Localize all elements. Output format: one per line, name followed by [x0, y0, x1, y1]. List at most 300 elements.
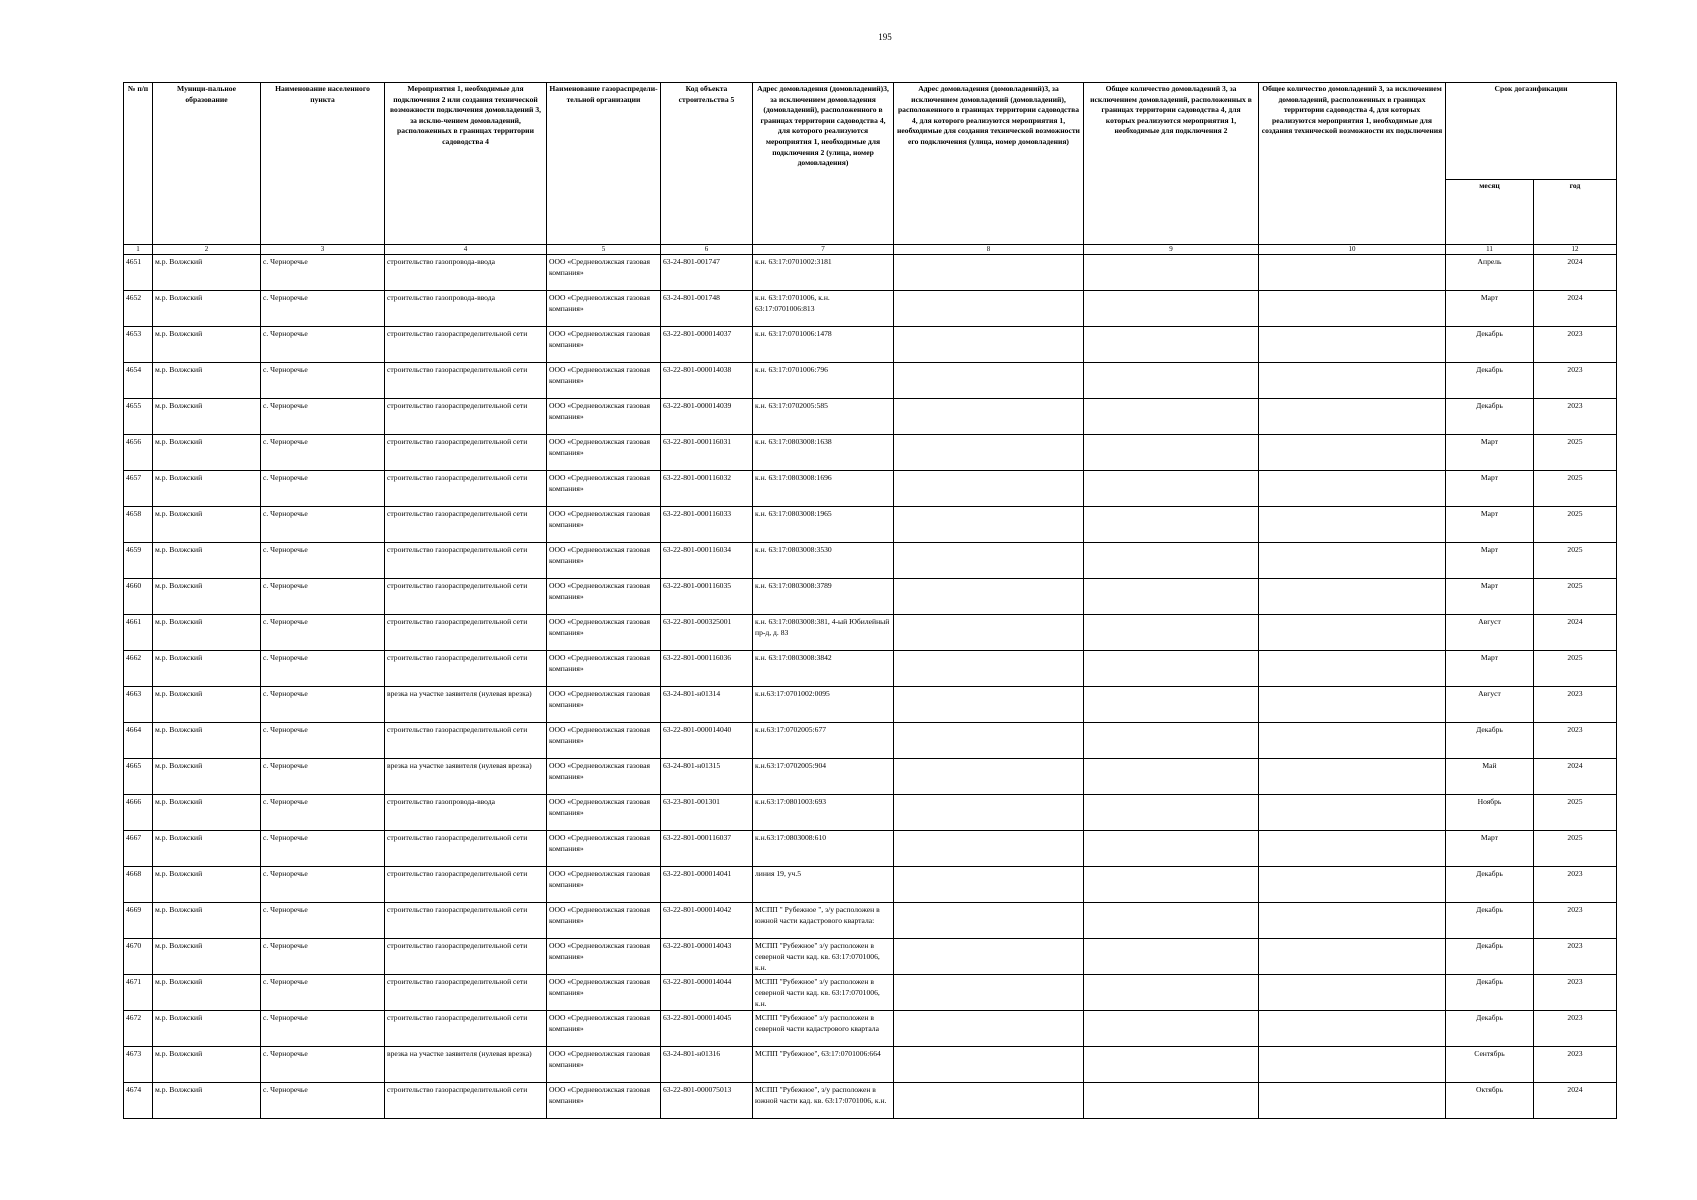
row-year: 2025	[1534, 471, 1617, 507]
row-object-code: 63-22-801-000014045	[661, 1011, 753, 1047]
header-year: год	[1534, 180, 1617, 245]
table-row	[124, 831, 1617, 867]
table-body	[124, 255, 1617, 1119]
row-year: 2024	[1534, 1083, 1617, 1119]
row-organization: ООО «Средневолжская газовая компания»	[547, 759, 661, 795]
row-month: Май	[1446, 759, 1534, 795]
row-month: Декабрь	[1446, 327, 1534, 363]
row-month: Сентябрь	[1446, 1047, 1534, 1083]
row-object-code: 63-22-801-000014041	[661, 867, 753, 903]
row-organization: ООО «Средневолжская газовая компания»	[547, 435, 661, 471]
row-settlement: с. Черноречье	[261, 867, 385, 903]
row-municipality: м.р. Волжский	[153, 1083, 261, 1119]
row-count-technical	[1259, 831, 1446, 867]
row-organization: ООО «Средневолжская газовая компания»	[547, 543, 661, 579]
row-organization: ООО «Средневолжская газовая компания»	[547, 471, 661, 507]
row-activity: строительство газораспределительной сети	[385, 939, 547, 975]
row-object-code: 63-24-801-001747	[661, 255, 753, 291]
row-address-technical	[894, 543, 1084, 579]
row-municipality: м.р. Волжский	[153, 903, 261, 939]
row-count-technical	[1259, 795, 1446, 831]
row-address-technical	[894, 291, 1084, 327]
table-row	[124, 651, 1617, 687]
row-settlement: с. Черноречье	[261, 1083, 385, 1119]
row-number: 4654	[124, 363, 153, 399]
header-number: № п/п	[124, 83, 153, 245]
row-object-code: 63-22-801-000325001	[661, 615, 753, 651]
row-object-code: 63-22-801-000014038	[661, 363, 753, 399]
row-address: к.н.63:17:0801003:693	[753, 795, 894, 831]
row-month: Декабрь	[1446, 903, 1534, 939]
row-year: 2023	[1534, 687, 1617, 723]
row-address-technical	[894, 867, 1084, 903]
row-month: Ноябрь	[1446, 795, 1534, 831]
row-address: к.н. 63:17:0803008:1638	[753, 435, 894, 471]
row-number: 4666	[124, 795, 153, 831]
row-settlement: с. Черноречье	[261, 651, 385, 687]
row-year: 2023	[1534, 723, 1617, 759]
row-activity: строительство газораспределительной сети	[385, 399, 547, 435]
row-settlement: с. Черноречье	[261, 363, 385, 399]
column-number: 1	[124, 245, 153, 255]
column-number: 9	[1084, 245, 1259, 255]
row-object-code: 63-24-801-001748	[661, 291, 753, 327]
row-count-connection	[1084, 291, 1259, 327]
row-object-code: 63-24-801-н01314	[661, 687, 753, 723]
column-number: 10	[1259, 245, 1446, 255]
row-address-technical	[894, 1011, 1084, 1047]
row-year: 2023	[1534, 399, 1617, 435]
row-settlement: с. Черноречье	[261, 1011, 385, 1047]
row-count-technical	[1259, 399, 1446, 435]
row-municipality: м.р. Волжский	[153, 723, 261, 759]
row-settlement: с. Черноречье	[261, 399, 385, 435]
header-count-connection: Общее количество домовладений 3, за исключением домовладений, расположенных в границах территории садоводства 4, для которых реализуются мероприятия 1, необходимые для подключения 2	[1084, 83, 1259, 245]
row-number: 4674	[124, 1083, 153, 1119]
row-count-connection	[1084, 507, 1259, 543]
row-object-code: 63-22-801-000014039	[661, 399, 753, 435]
row-municipality: м.р. Волжский	[153, 939, 261, 975]
row-year: 2024	[1534, 615, 1617, 651]
row-address-technical	[894, 363, 1084, 399]
row-settlement: с. Черноречье	[261, 291, 385, 327]
row-address: к.н.63:17:0803008:610	[753, 831, 894, 867]
row-count-technical	[1259, 543, 1446, 579]
row-address: к.н. 63:17:0701006:1478	[753, 327, 894, 363]
row-count-connection	[1084, 723, 1259, 759]
column-number: 11	[1446, 245, 1534, 255]
row-organization: ООО «Средневолжская газовая компания»	[547, 975, 661, 1011]
row-count-connection	[1084, 759, 1259, 795]
row-count-technical	[1259, 687, 1446, 723]
row-object-code: 63-22-801-000116034	[661, 543, 753, 579]
row-year: 2024	[1534, 255, 1617, 291]
row-number: 4661	[124, 615, 153, 651]
table-row	[124, 759, 1617, 795]
row-address: к.н. 63:17:0702005:585	[753, 399, 894, 435]
row-object-code: 63-22-801-000116033	[661, 507, 753, 543]
row-address-technical	[894, 687, 1084, 723]
row-year: 2025	[1534, 795, 1617, 831]
row-object-code: 63-24-801-н01316	[661, 1047, 753, 1083]
row-number: 4672	[124, 1011, 153, 1047]
row-number: 4659	[124, 543, 153, 579]
row-object-code: 63-22-801-000075013	[661, 1083, 753, 1119]
row-activity: строительство газораспределительной сети	[385, 1083, 547, 1119]
row-organization: ООО «Средневолжская газовая компания»	[547, 291, 661, 327]
row-count-technical	[1259, 1047, 1446, 1083]
row-number: 4673	[124, 1047, 153, 1083]
row-address: к.н. 63:17:0701006:796	[753, 363, 894, 399]
row-settlement: с. Черноречье	[261, 471, 385, 507]
table-row	[124, 579, 1617, 615]
row-count-technical	[1259, 291, 1446, 327]
row-activity: строительство газораспределительной сети	[385, 435, 547, 471]
row-activity: строительство газораспределительной сети	[385, 903, 547, 939]
row-count-connection	[1084, 1011, 1259, 1047]
row-municipality: м.р. Волжский	[153, 579, 261, 615]
row-object-code: 63-22-801-000014042	[661, 903, 753, 939]
row-organization: ООО «Средневолжская газовая компания»	[547, 363, 661, 399]
column-number: 2	[153, 245, 261, 255]
row-municipality: м.р. Волжский	[153, 507, 261, 543]
row-count-connection	[1084, 363, 1259, 399]
row-year: 2024	[1534, 291, 1617, 327]
row-address-technical	[894, 255, 1084, 291]
row-object-code: 63-22-801-000116035	[661, 579, 753, 615]
row-month: Август	[1446, 615, 1534, 651]
row-year: 2023	[1534, 975, 1617, 1011]
row-object-code: 63-22-801-000116037	[661, 831, 753, 867]
row-organization: ООО «Средневолжская газовая компания»	[547, 327, 661, 363]
row-address-technical	[894, 831, 1084, 867]
header-organization: Наименование газораспредели-тельной организации	[547, 83, 661, 245]
row-year: 2023	[1534, 1011, 1617, 1047]
row-settlement: с. Черноречье	[261, 327, 385, 363]
row-address: к.н. 63:17:0803008:3842	[753, 651, 894, 687]
gasification-table	[123, 82, 1617, 1119]
row-organization: ООО «Средневолжская газовая компания»	[547, 867, 661, 903]
row-municipality: м.р. Волжский	[153, 255, 261, 291]
table-row	[124, 363, 1617, 399]
row-address-technical	[894, 507, 1084, 543]
row-object-code: 63-22-801-000014037	[661, 327, 753, 363]
column-number: 7	[753, 245, 894, 255]
row-count-technical	[1259, 903, 1446, 939]
row-object-code: 63-23-801-001301	[661, 795, 753, 831]
row-settlement: с. Черноречье	[261, 1047, 385, 1083]
row-year: 2023	[1534, 939, 1617, 975]
row-activity: строительство газораспределительной сети	[385, 543, 547, 579]
row-municipality: м.р. Волжский	[153, 1047, 261, 1083]
row-address: МСПП "Рубежное" з/у расположен в северной части кад. кв. 63:17:0701006, к.н.	[753, 975, 894, 1011]
row-count-connection	[1084, 651, 1259, 687]
row-month: Декабрь	[1446, 867, 1534, 903]
row-activity: строительство газораспределительной сети	[385, 507, 547, 543]
header-address-connection: Адрес домовладения (домовладений)3, за исключением домовладения (домовладений), расположенного в границах территории садоводства 4, для которого реализуются мероприятия 1, необходимые для подключения 2 (улица, номер домовладения)	[753, 83, 894, 245]
row-organization: ООО «Средневолжская газовая компания»	[547, 687, 661, 723]
table-row	[124, 867, 1617, 903]
row-address-technical	[894, 327, 1084, 363]
row-address: к.н. 63:17:0803008:381, 4-ый Юбилейный пр-д, д. 83	[753, 615, 894, 651]
row-address-technical	[894, 651, 1084, 687]
table-row	[124, 687, 1617, 723]
table-row	[124, 1011, 1617, 1047]
table-row	[124, 543, 1617, 579]
table-row	[124, 291, 1617, 327]
row-count-technical	[1259, 939, 1446, 975]
row-year: 2025	[1534, 543, 1617, 579]
row-activity: строительство газораспределительной сети	[385, 651, 547, 687]
row-address-technical	[894, 1047, 1084, 1083]
row-address: линия 19, уч.5	[753, 867, 894, 903]
row-year: 2023	[1534, 363, 1617, 399]
row-municipality: м.р. Волжский	[153, 687, 261, 723]
column-number: 6	[661, 245, 753, 255]
row-address-technical	[894, 723, 1084, 759]
row-number: 4671	[124, 975, 153, 1011]
row-year: 2025	[1534, 507, 1617, 543]
row-month: Октябрь	[1446, 1083, 1534, 1119]
row-activity: врезка на участке заявителя (нулевая врезка)	[385, 687, 547, 723]
row-municipality: м.р. Волжский	[153, 363, 261, 399]
row-activity: строительство газораспределительной сети	[385, 471, 547, 507]
row-count-connection	[1084, 255, 1259, 291]
row-month: Декабрь	[1446, 1011, 1534, 1047]
row-activity: строительство газопровода-ввода	[385, 291, 547, 327]
row-settlement: с. Черноречье	[261, 903, 385, 939]
row-address-technical	[894, 903, 1084, 939]
row-object-code: 63-22-801-000014044	[661, 975, 753, 1011]
table-row	[124, 435, 1617, 471]
row-organization: ООО «Средневолжская газовая компания»	[547, 1011, 661, 1047]
row-month: Август	[1446, 687, 1534, 723]
row-organization: ООО «Средневолжская газовая компания»	[547, 723, 661, 759]
column-number: 4	[385, 245, 547, 255]
header-settlement: Наименование населенного пункта	[261, 83, 385, 245]
row-activity: строительство газораспределительной сети	[385, 363, 547, 399]
row-year: 2024	[1534, 759, 1617, 795]
row-month: Апрель	[1446, 255, 1534, 291]
row-year: 2023	[1534, 327, 1617, 363]
row-count-technical	[1259, 651, 1446, 687]
row-count-connection	[1084, 939, 1259, 975]
row-count-connection	[1084, 399, 1259, 435]
table-row	[124, 507, 1617, 543]
row-address-technical	[894, 615, 1084, 651]
row-municipality: м.р. Волжский	[153, 291, 261, 327]
row-settlement: с. Черноречье	[261, 543, 385, 579]
row-number: 4655	[124, 399, 153, 435]
row-count-technical	[1259, 435, 1446, 471]
row-month: Декабрь	[1446, 399, 1534, 435]
table-row	[124, 1047, 1617, 1083]
row-organization: ООО «Средневолжская газовая компания»	[547, 1083, 661, 1119]
row-number: 4663	[124, 687, 153, 723]
row-object-code: 63-24-801-н01315	[661, 759, 753, 795]
column-number: 12	[1534, 245, 1617, 255]
row-number: 4658	[124, 507, 153, 543]
header-object-code: Код объекта строительства 5	[661, 83, 753, 245]
table-row	[124, 903, 1617, 939]
row-settlement: с. Черноречье	[261, 939, 385, 975]
row-organization: ООО «Средневолжская газовая компания»	[547, 903, 661, 939]
row-number: 4664	[124, 723, 153, 759]
row-municipality: м.р. Волжский	[153, 399, 261, 435]
row-activity: строительство газопровода-ввода	[385, 255, 547, 291]
row-object-code: 63-22-801-000116036	[661, 651, 753, 687]
row-activity: строительство газораспределительной сети	[385, 327, 547, 363]
row-municipality: м.р. Волжский	[153, 471, 261, 507]
row-address: МСПП " Рубежное ", з/у расположен в южной части кадастрового квартала:	[753, 903, 894, 939]
row-activity: строительство газораспределительной сети	[385, 867, 547, 903]
table-row	[124, 723, 1617, 759]
row-number: 4651	[124, 255, 153, 291]
row-month: Декабрь	[1446, 975, 1534, 1011]
row-month: Декабрь	[1446, 939, 1534, 975]
row-organization: ООО «Средневолжская газовая компания»	[547, 579, 661, 615]
row-address: МСПП "Рубежное", 63:17:0701006:664	[753, 1047, 894, 1083]
row-month: Март	[1446, 543, 1534, 579]
row-year: 2025	[1534, 435, 1617, 471]
row-municipality: м.р. Волжский	[153, 435, 261, 471]
row-count-technical	[1259, 471, 1446, 507]
row-count-connection	[1084, 903, 1259, 939]
row-count-technical	[1259, 723, 1446, 759]
row-count-connection	[1084, 867, 1259, 903]
page-number: 195	[878, 32, 892, 42]
row-number: 4669	[124, 903, 153, 939]
row-month: Март	[1446, 579, 1534, 615]
row-number: 4667	[124, 831, 153, 867]
row-municipality: м.р. Волжский	[153, 975, 261, 1011]
row-address-technical	[894, 579, 1084, 615]
row-activity: строительство газораспределительной сети	[385, 615, 547, 651]
row-count-connection	[1084, 1083, 1259, 1119]
row-year: 2025	[1534, 579, 1617, 615]
row-number: 4653	[124, 327, 153, 363]
row-settlement: с. Черноречье	[261, 507, 385, 543]
row-month: Декабрь	[1446, 363, 1534, 399]
row-month: Март	[1446, 291, 1534, 327]
row-organization: ООО «Средневолжская газовая компания»	[547, 615, 661, 651]
table-row	[124, 939, 1617, 975]
row-month: Март	[1446, 507, 1534, 543]
row-address-technical	[894, 975, 1084, 1011]
row-address-technical	[894, 795, 1084, 831]
row-count-technical	[1259, 327, 1446, 363]
row-address-technical	[894, 1083, 1084, 1119]
column-number: 5	[547, 245, 661, 255]
row-municipality: м.р. Волжский	[153, 543, 261, 579]
row-activity: строительство газопровода-ввода	[385, 795, 547, 831]
column-numbers-row	[124, 245, 1617, 255]
row-organization: ООО «Средневолжская газовая компания»	[547, 255, 661, 291]
row-organization: ООО «Средневолжская газовая компания»	[547, 651, 661, 687]
table-row	[124, 399, 1617, 435]
column-number: 3	[261, 245, 385, 255]
row-settlement: с. Черноречье	[261, 831, 385, 867]
row-address-technical	[894, 939, 1084, 975]
header-municipality: Муници-пальное образование	[153, 83, 261, 245]
row-count-technical	[1259, 1083, 1446, 1119]
row-month: Декабрь	[1446, 723, 1534, 759]
row-count-technical	[1259, 507, 1446, 543]
row-count-technical	[1259, 1011, 1446, 1047]
row-settlement: с. Черноречье	[261, 795, 385, 831]
row-address: МСПП "Рубежное" з/у расположен в северной части кад. кв. 63:17:0701006, к.н.	[753, 939, 894, 975]
row-activity: строительство газораспределительной сети	[385, 975, 547, 1011]
table-row	[124, 327, 1617, 363]
row-count-connection	[1084, 615, 1259, 651]
row-number: 4670	[124, 939, 153, 975]
row-object-code: 63-22-801-000014040	[661, 723, 753, 759]
row-count-technical	[1259, 615, 1446, 651]
row-municipality: м.р. Волжский	[153, 795, 261, 831]
row-count-connection	[1084, 327, 1259, 363]
row-activity: врезка на участке заявителя (нулевая врезка)	[385, 1047, 547, 1083]
row-settlement: с. Черноречье	[261, 975, 385, 1011]
row-organization: ООО «Средневолжская газовая компания»	[547, 939, 661, 975]
row-count-connection	[1084, 579, 1259, 615]
table-row	[124, 1083, 1617, 1119]
row-municipality: м.р. Волжский	[153, 759, 261, 795]
row-count-technical	[1259, 255, 1446, 291]
row-number: 4652	[124, 291, 153, 327]
row-settlement: с. Черноречье	[261, 579, 385, 615]
row-count-technical	[1259, 579, 1446, 615]
row-organization: ООО «Средневолжская газовая компания»	[547, 1047, 661, 1083]
row-month: Март	[1446, 435, 1534, 471]
row-activity: строительство газораспределительной сети	[385, 1011, 547, 1047]
row-address: к.н. 63:17:0701002:3181	[753, 255, 894, 291]
row-year: 2023	[1534, 867, 1617, 903]
row-settlement: с. Черноречье	[261, 615, 385, 651]
row-activity: строительство газораспределительной сети	[385, 831, 547, 867]
row-number: 4656	[124, 435, 153, 471]
row-month: Март	[1446, 471, 1534, 507]
row-organization: ООО «Средневолжская газовая компания»	[547, 795, 661, 831]
row-address: к.н.63:17:0701002:0095	[753, 687, 894, 723]
row-number: 4665	[124, 759, 153, 795]
row-count-connection	[1084, 975, 1259, 1011]
table-row	[124, 471, 1617, 507]
row-municipality: м.р. Волжский	[153, 615, 261, 651]
row-count-technical	[1259, 975, 1446, 1011]
row-object-code: 63-22-801-000014043	[661, 939, 753, 975]
row-address: к.н. 63:17:0803008:3530	[753, 543, 894, 579]
row-municipality: м.р. Волжский	[153, 867, 261, 903]
row-month: Март	[1446, 651, 1534, 687]
row-year: 2025	[1534, 651, 1617, 687]
row-address: к.н. 63:17:0803008:1965	[753, 507, 894, 543]
row-number: 4657	[124, 471, 153, 507]
row-number: 4660	[124, 579, 153, 615]
row-month: Март	[1446, 831, 1534, 867]
row-year: 2023	[1534, 903, 1617, 939]
row-object-code: 63-22-801-000116031	[661, 435, 753, 471]
row-address-technical	[894, 399, 1084, 435]
row-address: к.н. 63:17:0803008:3789	[753, 579, 894, 615]
row-object-code: 63-22-801-000116032	[661, 471, 753, 507]
row-year: 2025	[1534, 831, 1617, 867]
table-row	[124, 975, 1617, 1011]
row-address-technical	[894, 471, 1084, 507]
header-activities: Мероприятия 1, необходимые для подключения 2 или создания технической возможности подключения домовладений 3, за исклю-чением домовладений, расположенных в границах территории садоводства 4	[385, 83, 547, 245]
row-settlement: с. Черноречье	[261, 255, 385, 291]
row-address: к.н.63:17:0702005:904	[753, 759, 894, 795]
row-count-technical	[1259, 759, 1446, 795]
